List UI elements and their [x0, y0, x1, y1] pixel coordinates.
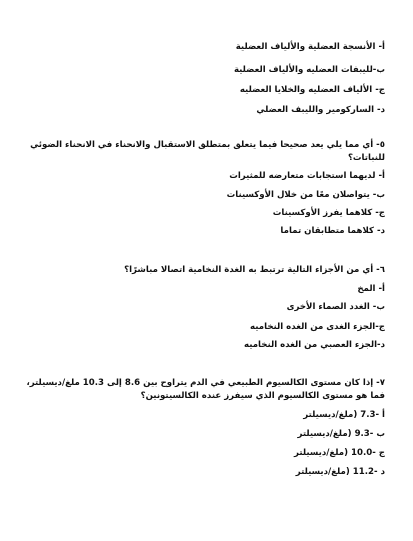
q5-question: ٥- أي مما يلي يعد صحيحا فيما يتعلق بمتطلق الاستقبال والانحناء في الانحناء الضوئي للنباتات؟ — [30, 140, 385, 163]
q7-option-b: ب -9.3 (ملغ/ديسيلتر — [297, 429, 385, 439]
q6-option-d: د-الجزء العصبي من الغده النخاميه — [244, 340, 385, 350]
q5-option-a: أ- لديهما استجابات متعارضه للمثيرات — [229, 171, 385, 181]
q4-option-c: ج- الألياف العضليه والخلايا العضليه — [239, 85, 385, 95]
q7-option-d: د -11.2 (ملغ/ديسيلتر — [295, 467, 385, 477]
q5-option-b: ب- يتواصلان معًا من خلال الأوكسينات — [226, 190, 385, 200]
q5-option-d: د- كلاهما متطابقان تماما — [280, 226, 385, 236]
q6-question: ٦- أي من الأجزاء التالية ترتبط به الغدة النخامية اتصالا مباشرًا؟ — [124, 265, 385, 275]
q4-option-d: د- الساركومير والليبف العضلي — [256, 105, 385, 115]
q7-option-c: ج -10.0 (ملغ/ديسيلتر — [294, 448, 385, 458]
q4-option-a: أ- الأنسجة العضلية والألياف العضلية — [235, 42, 385, 52]
q6-option-a: أ- المخ — [357, 284, 385, 294]
q7-option-a: أ -7.3 (ملغ/ديسيلتر — [303, 410, 385, 420]
q4-option-b: ب-لليبفات العضليه والألياف العضلية — [233, 65, 385, 75]
q6-option-c: ج-الجزء الغدى من الغده النخاميه — [250, 322, 385, 332]
q7-question: ٧- إذا كان مستوى الكالسيوم الطبيعي في الدم يتراوح بين 8.6 إلى 10.3 ملغ/ديسيلتر، فما هو مستوى الكالسيوم الذي سيفرز عنده الكالسيتونين؟ — [26, 378, 385, 401]
q5-option-c: ج- كلاهما يفرز الأوكسينات — [272, 208, 385, 218]
q6-option-b: ب- الغدد الصماء الأخرى — [286, 302, 385, 312]
